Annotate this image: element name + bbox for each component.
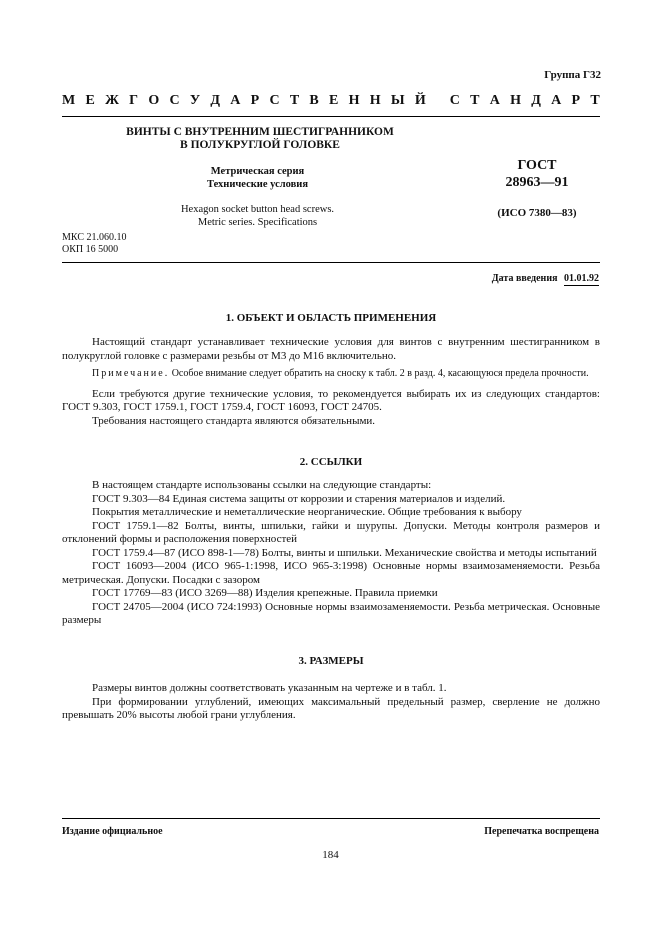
english-line-2: Metric series. Specifications bbox=[197, 217, 318, 228]
english-line-1: Hexagon socket button head screws. bbox=[180, 204, 335, 215]
banner-letter: У bbox=[189, 93, 201, 108]
banner-letter: С bbox=[269, 93, 280, 108]
banner-letter: Р bbox=[571, 93, 581, 108]
banner-letter: А bbox=[230, 93, 241, 108]
banner-letter: С bbox=[449, 93, 460, 108]
banner-letter: Н bbox=[369, 93, 381, 108]
date-value: 01.01.92 bbox=[564, 273, 599, 284]
subtitle-line-2: Технические условия bbox=[206, 179, 309, 190]
paragraph: При формировании углублений, имеющих максимальный предельный размер, сверление не должно превышать 20% высоты любой грани углубления. bbox=[62, 695, 600, 721]
section-3-heading: 3. РАЗМЕРЫ bbox=[298, 655, 364, 667]
footer-divider bbox=[62, 818, 600, 819]
banner-letter: Д bbox=[210, 93, 221, 108]
banner-letter: А bbox=[489, 93, 500, 108]
note-label: Примечание. bbox=[92, 368, 170, 379]
banner-letter: С bbox=[169, 93, 180, 108]
banner-letter: М bbox=[62, 93, 76, 108]
banner-letter: Е bbox=[85, 93, 95, 108]
section-1-heading: 1. ОБЪЕКТ И ОБЛАСТЬ ПРИМЕНЕНИЯ bbox=[225, 312, 437, 324]
top-divider bbox=[62, 116, 600, 117]
gost-designation bbox=[478, 157, 596, 191]
note bbox=[62, 368, 600, 381]
paragraph: Размеры винтов должны соответствовать указанным на чертеже и в табл. 1. bbox=[92, 682, 447, 694]
banner-letter: Р bbox=[250, 93, 260, 108]
subtitle-line-1: Метрическая серия bbox=[210, 166, 305, 177]
document-subtitle bbox=[165, 165, 350, 191]
banner-letter: Т bbox=[289, 93, 300, 108]
section-3-body bbox=[62, 682, 600, 723]
reference-item: ГОСТ 1759.4—87 (ИСО 898-1—78) Болты, винты и шпильки. Механические свойства и методы испытаний bbox=[92, 546, 597, 559]
banner-letter: Т bbox=[590, 93, 600, 108]
okp-code: ОКП 16 5000 bbox=[62, 244, 119, 255]
section-2-heading: 2. ССЫЛКИ bbox=[299, 456, 363, 468]
banner-letter: Д bbox=[531, 93, 541, 108]
reference-item: ГОСТ 1759.1—82 Болты, винты, шпильки, гайки и шурупы. Допуски. Методы контроля размеров и отклонений формы и расположения поверхностей bbox=[62, 519, 600, 545]
banner-letter: Т bbox=[470, 93, 480, 108]
title-line-1: ВИНТЫ С ВНУТРЕННИМ ШЕСТИГРАННИКОМ bbox=[126, 126, 394, 138]
gost-label: ГОСТ bbox=[517, 158, 557, 173]
banner-letter: Ж bbox=[105, 93, 119, 108]
reference-item: ГОСТ 16093—2004 (ИСО 965-1:1998, ИСО 965-3:1998) Основные нормы взаимозаменяемости. Резьба метрическая. Допуски. Посадки с зазором bbox=[62, 560, 600, 586]
effective-date bbox=[492, 273, 599, 284]
iso-reference: (ИСО 7380—83) bbox=[497, 207, 577, 219]
footer-copyright: Перепечатка воспрещена bbox=[484, 826, 599, 837]
title-line-2: В ПОЛУКРУГЛОЙ ГОЛОВКЕ bbox=[180, 139, 340, 151]
banner-letter: Н bbox=[510, 93, 522, 108]
banner-letter: Ы bbox=[390, 93, 405, 108]
footer-edition: Издание официальное bbox=[62, 826, 163, 837]
reference-item: ГОСТ 24705—2004 (ИСО 724:1993) Основные нормы взаимозаменяемости. Резьба метрическая. Основные размеры bbox=[62, 600, 600, 626]
classification-codes bbox=[62, 232, 126, 256]
paragraph: Требования настоящего стандарта являются обязательными. bbox=[92, 414, 376, 427]
banner-letter bbox=[436, 93, 440, 109]
reference-item: Покрытия металлические и неметаллические неорганические. Общие требования к выбору bbox=[92, 506, 522, 518]
page-number: 184 bbox=[322, 849, 339, 861]
banner-letter: Е bbox=[329, 93, 339, 108]
paragraph: Если требуются другие технические условия, то рекомендуется выбирать их из следующих стандартов: ГОСТ 9.303, ГОСТ 1759.1, ГОСТ 1759.4, ГОСТ 16093, ГОСТ 24705. bbox=[62, 387, 600, 413]
banner-letter: О bbox=[148, 93, 160, 108]
paragraph: В настоящем стандарте использованы ссылки на следующие стандарты: bbox=[92, 479, 432, 491]
header-divider bbox=[62, 262, 600, 263]
paragraph: Настоящий стандарт устанавливает технические условия для винтов с внутренним шестигранником в полукруглой головке с размерами резьбы от М3 до М16 включительно. bbox=[62, 336, 600, 362]
standard-banner bbox=[62, 93, 600, 109]
group-code: Группа Г32 bbox=[544, 69, 601, 81]
document-title bbox=[115, 126, 405, 152]
date-label: Дата введения bbox=[491, 273, 558, 284]
section-1-body bbox=[62, 336, 600, 428]
banner-letter: В bbox=[309, 93, 319, 108]
reference-item: ГОСТ 9.303—84 Единая система защиты от коррозии и старения материалов и изделий. bbox=[92, 492, 506, 505]
banner-letter: Г bbox=[129, 93, 139, 108]
banner-letter: А bbox=[551, 93, 562, 108]
section-2-body bbox=[62, 479, 600, 628]
note-text: Особое внимание следует обратить на сноску к табл. 2 в разд. 4, касающуюся предела прочности. bbox=[171, 368, 589, 379]
banner-letter: Й bbox=[414, 93, 426, 108]
mks-code: МКС 21.060.10 bbox=[62, 232, 127, 243]
english-title bbox=[135, 203, 380, 229]
reference-item: ГОСТ 17769—83 (ИСО 3269—88) Изделия крепежные. Правила приемки bbox=[92, 587, 438, 599]
banner-letter: Н bbox=[348, 93, 360, 108]
gost-number: 28963—91 bbox=[505, 175, 569, 190]
